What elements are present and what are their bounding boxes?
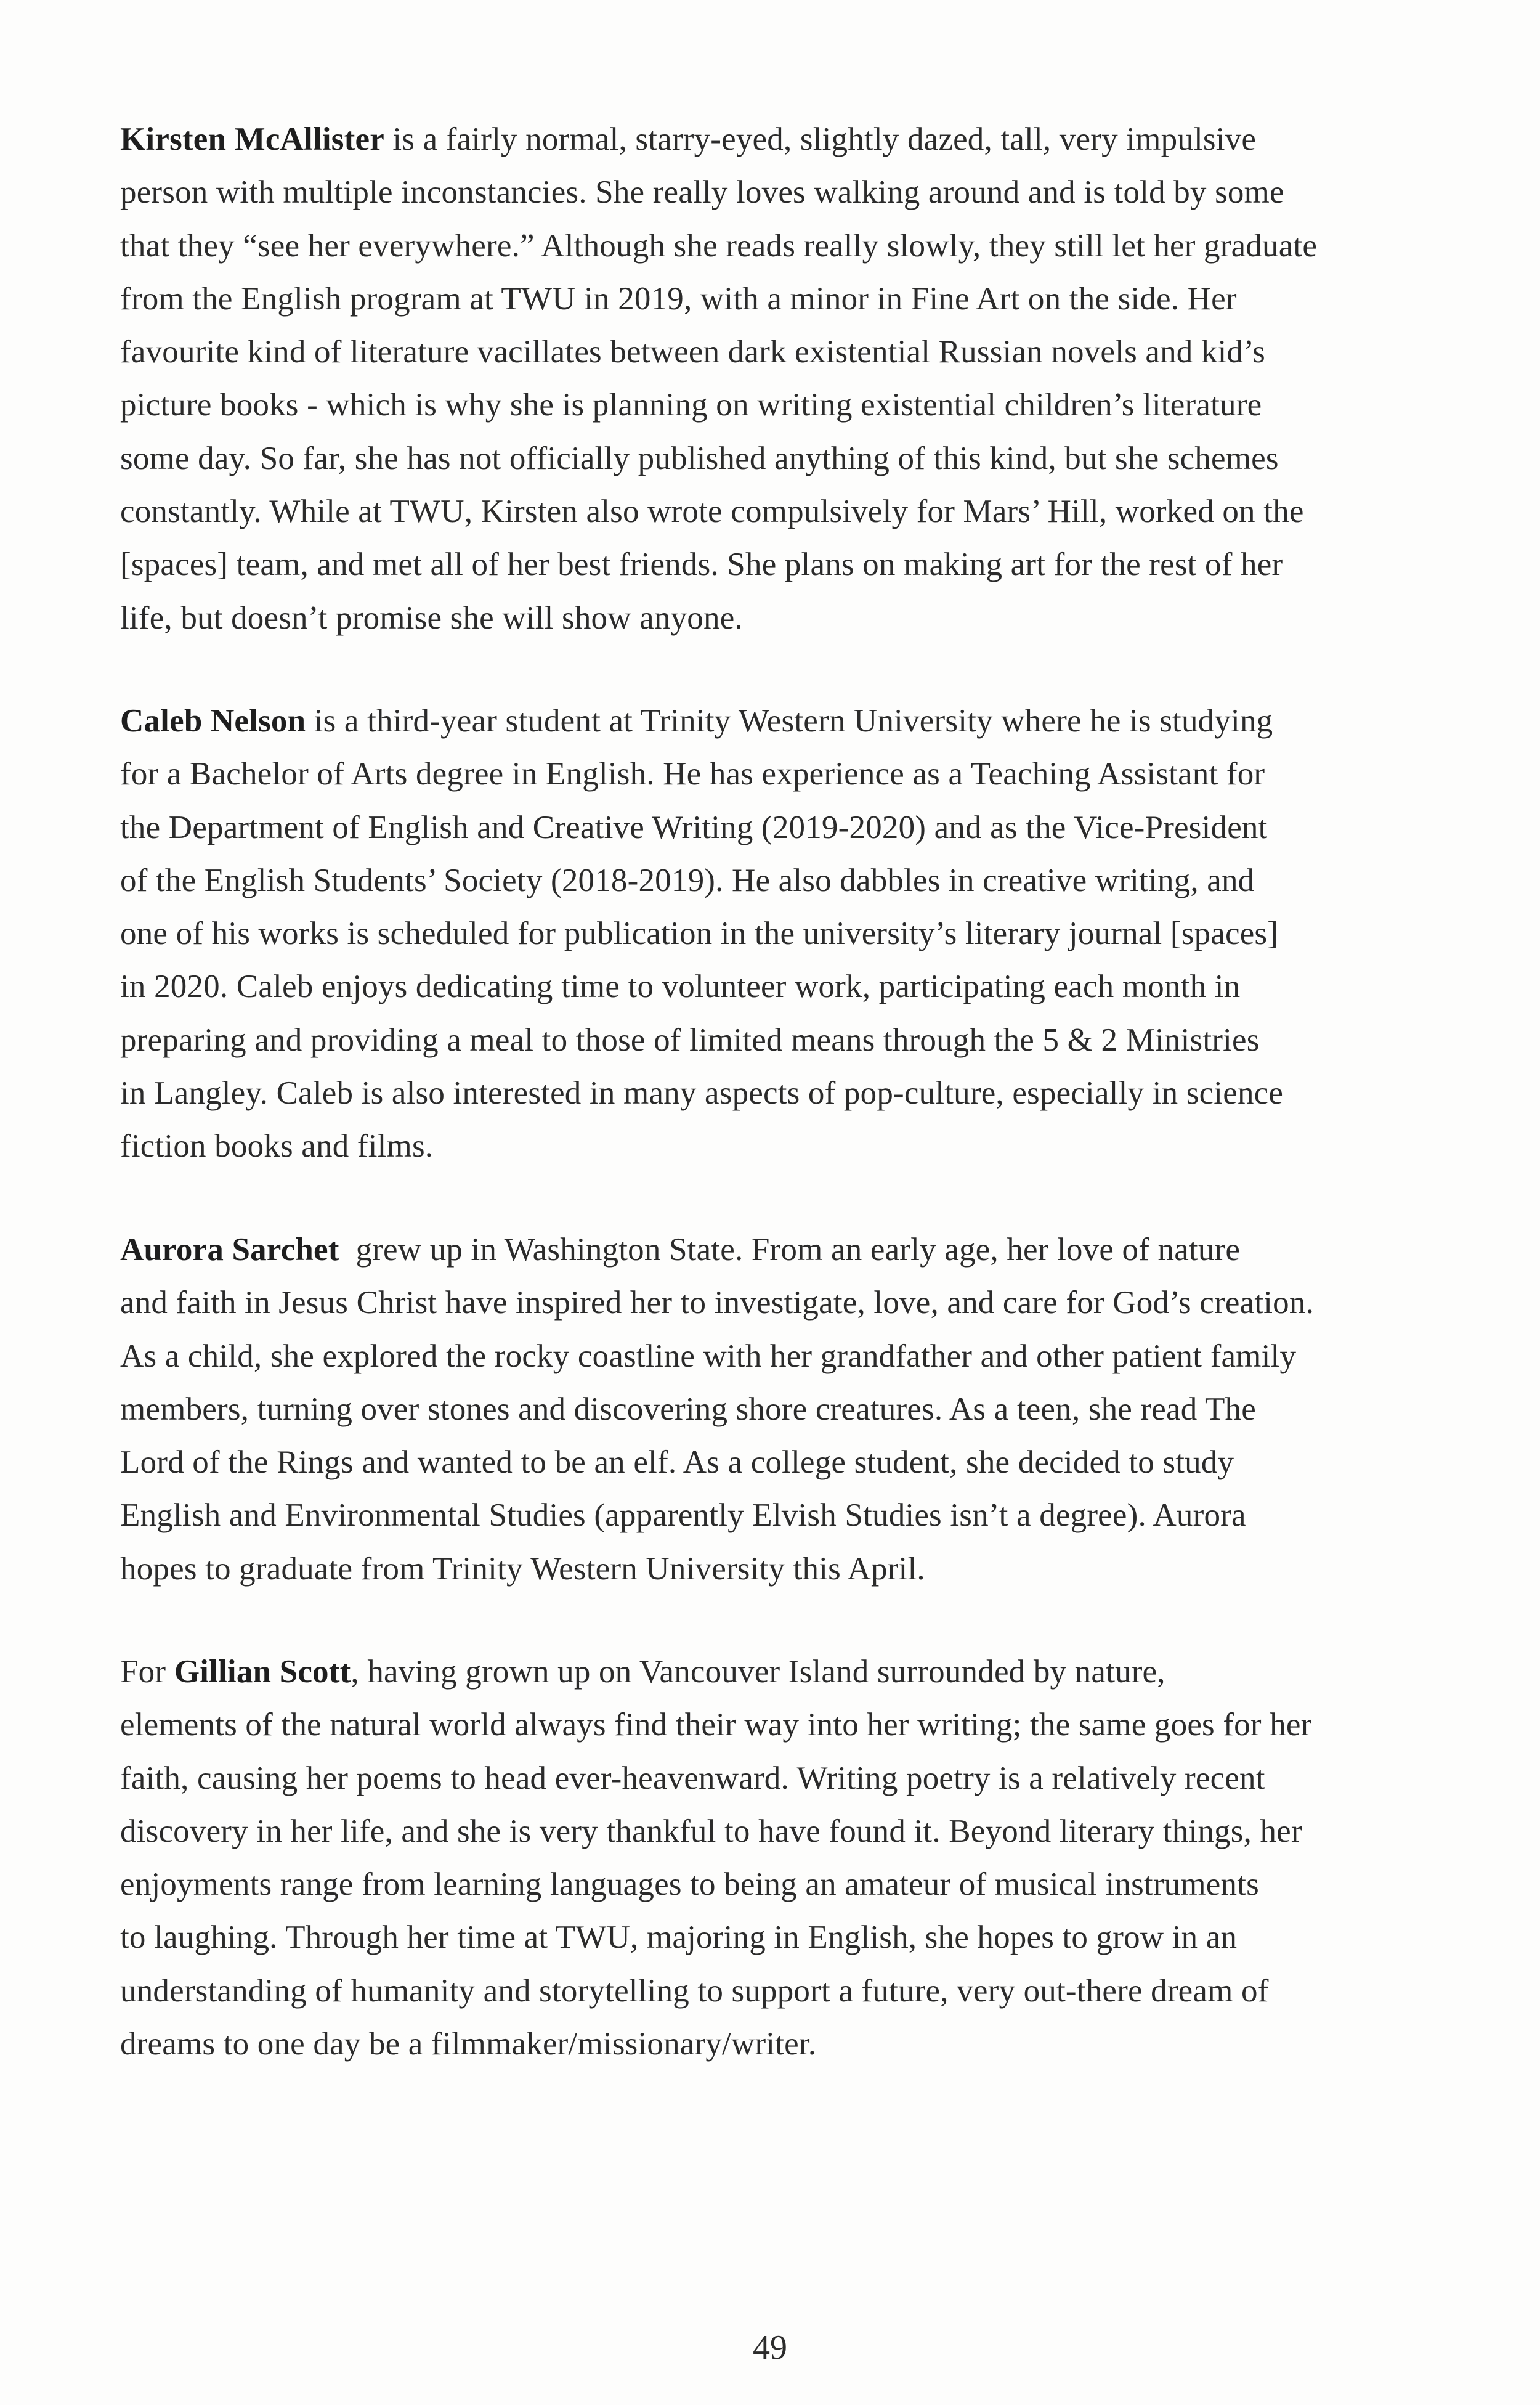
contributor-name: Kirsten McAllister (120, 121, 384, 157)
bio-line: life, but doesn’t promise she will show anyone. (120, 600, 743, 636)
page-number: 49 (753, 2329, 787, 2367)
bio-line: members, turning over stones and discovering shore creatures. As a teen, she read The (120, 1391, 1256, 1427)
bio-text: , having grown up on Vancouver Island surrounded by nature, (351, 1654, 1165, 1690)
bio-first-line (120, 694, 1478, 747)
bio-line: understanding of humanity and storytelling to support a future, very out-there dream of (120, 1972, 1269, 2009)
bio-line: constantly. While at TWU, Kirsten also wrote compulsively for Mars’ Hill, worked on the (120, 494, 1304, 530)
contributor-name: Caleb Nelson (120, 703, 306, 739)
bio-line: of the English Students’ Society (2018-2019). He also dabbles in creative writing, and (120, 862, 1255, 898)
bio-line: faith, causing her poems to head ever-heavenward. Writing poetry is a relatively recent (120, 1760, 1265, 1796)
bio-text: is a fairly normal, starry-eyed, slightly dazed, tall, very impulsive (384, 121, 1257, 157)
bio-first-line (120, 113, 1478, 166)
bio-line: favourite kind of literature vacillates between dark existential Russian novels and kid’s (120, 334, 1266, 370)
bio-line: that they “see her everywhere.” Although she reads really slowly, they still let her graduate (120, 227, 1318, 264)
contributor-name: Aurora Sarchet (120, 1232, 339, 1268)
bio-line: elements of the natural world always find their way into her writing; the same goes for her (120, 1707, 1312, 1743)
bio-line: Lord of the Rings and wanted to be an elf. As a college student, she decided to study (120, 1444, 1234, 1481)
bio-first-line (120, 1223, 1478, 1276)
bio-paragraph (120, 1645, 1478, 2070)
bio-line: [spaces] team, and met all of her best friends. She plans on making art for the rest of her (120, 547, 1283, 583)
bio-line: dreams to one day be a filmmaker/missionary/writer. (120, 2026, 817, 2062)
bio-prefix: For (120, 1654, 174, 1690)
contributor-name: Gillian Scott (174, 1654, 351, 1690)
bio-line: and faith in Jesus Christ have inspired her to investigate, love, and care for God’s creation. (120, 1285, 1315, 1321)
bio-line: English and Environmental Studies (apparently Elvish Studies isn’t a degree). Aurora (120, 1497, 1246, 1534)
bio-line: to laughing. Through her time at TWU, majoring in English, she hopes to grow in an (120, 1919, 1238, 1956)
bio-line: the Department of English and Creative Writing (2019-2020) and as the Vice-President (120, 809, 1268, 845)
bio-text: is a third-year student at Trinity Western University where he is studying (306, 703, 1273, 739)
bio-first-line (120, 1645, 1478, 1698)
bio-paragraph (120, 694, 1478, 1173)
bio-line: one of his works is scheduled for publication in the university’s literary journal [spaces] (120, 916, 1279, 952)
bio-line: for a Bachelor of Arts degree in English. He has experience as a Teaching Assistant for (120, 756, 1265, 792)
bio-line: picture books - which is why she is planning on writing existential children’s literature (120, 387, 1262, 423)
bio-line: fiction books and films. (120, 1128, 434, 1165)
bio-line: in Langley. Caleb is also interested in many aspects of pop-culture, especially in science (120, 1075, 1284, 1112)
bio-text: grew up in Washington State. From an early age, her love of nature (339, 1232, 1241, 1268)
bio-line: some day. So far, she has not officially published anything of this kind, but she schemes (120, 440, 1279, 476)
bio-line: enjoyments range from learning languages to being an amateur of musical instruments (120, 1866, 1259, 1903)
bio-paragraph (120, 113, 1478, 645)
bio-line: preparing and providing a meal to those of limited means through the 5 & 2 Ministries (120, 1022, 1260, 1058)
bio-line: in 2020. Caleb enjoys dedicating time to volunteer work, participating each month in (120, 969, 1241, 1005)
bio-line: person with multiple inconstancies. She really loves walking around and is told by some (120, 174, 1284, 211)
bio-line: As a child, she explored the rocky coastline with her grandfather and other patient family (120, 1338, 1297, 1374)
bio-line: hopes to graduate from Trinity Western University this April. (120, 1550, 925, 1587)
bio-line: discovery in her life, and she is very thankful to have found it. Beyond literary things, her (120, 1813, 1302, 1849)
bio-paragraph (120, 1223, 1478, 1595)
bio-line: from the English program at TWU in 2019, with a minor in Fine Art on the side. Her (120, 280, 1237, 317)
